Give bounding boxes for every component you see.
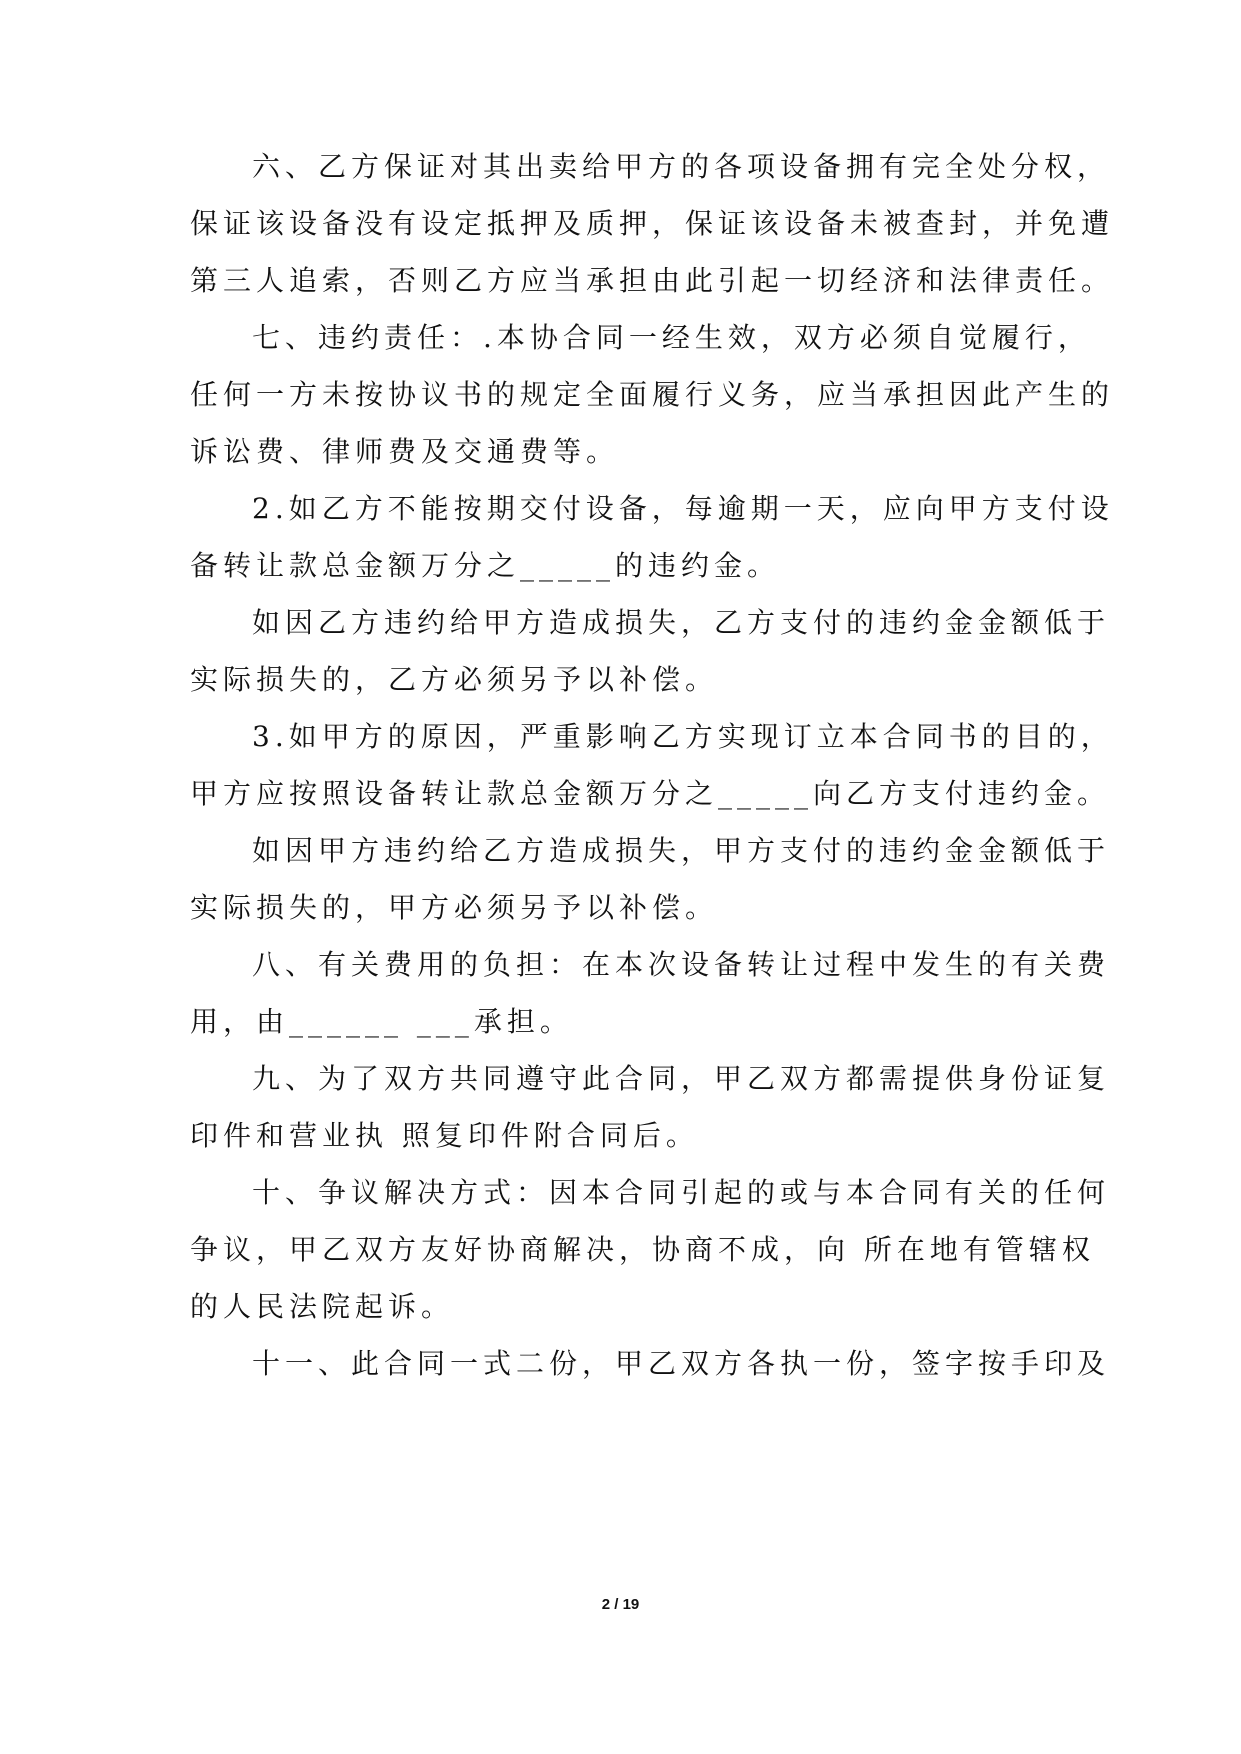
clause-2-note-line-1: 如因乙方违约给甲方造成损失，乙方支付的违约金金额低于 <box>252 606 1111 639</box>
paragraph-6-line-2: 保证该设备没有设定抵押及质押，保证该设备未被查封，并免遭 <box>190 207 1115 240</box>
paragraph-10-line-1: 十、争议解决方式：因本合同引起的或与本合同有关的任何 <box>252 1176 1111 1209</box>
paragraph-8-line-2: 用，由______ ___承担。 <box>190 1005 573 1038</box>
clause-3-line-1: 3.如甲方的原因，严重影响乙方实现订立本合同书的目的， <box>252 720 1114 753</box>
paragraph-7-line-2: 任何一方未按协议书的规定全面履行义务，应当承担因此产生的 <box>190 378 1115 411</box>
paragraph-11-line-1: 十一、此合同一式二份，甲乙双方各执一份，签字按手印及 <box>252 1347 1111 1380</box>
page-number: 2 / 19 <box>601 1596 640 1613</box>
clause-3-note-line-2: 实际损失的，甲方必须另予以补偿。 <box>190 891 719 924</box>
paragraph-10-line-3: 的人民法院起诉。 <box>190 1290 455 1323</box>
paragraph-7-line-3: 诉讼费、律师费及交通费等。 <box>190 435 620 468</box>
paragraph-10-line-2: 争议，甲乙双方友好协商解决，协商不成，向 所在地有管辖权 <box>190 1233 1095 1266</box>
clause-3-line-2: 甲方应按照设备转让款总金额万分之_____向乙方支付违约金。 <box>190 777 1111 810</box>
paragraph-8-line-1: 八、有关费用的负担：在本次设备转让过程中发生的有关费 <box>252 948 1111 981</box>
clause-2-line-1: 2.如乙方不能按期交付设备，每逾期一天，应向甲方支付设 <box>252 492 1114 525</box>
clause-2-note-line-2: 实际损失的，乙方必须另予以补偿。 <box>190 663 719 696</box>
clause-2-line-2: 备转让款总金额万分之_____的违约金。 <box>190 549 781 582</box>
paragraph-6-line-1: 六、乙方保证对其出卖给甲方的各项设备拥有完全处分权， <box>252 150 1111 183</box>
paragraph-6-line-3: 第三人追索，否则乙方应当承担由此引起一切经济和法律责任。 <box>190 264 1115 297</box>
paragraph-9-line-1: 九、为了双方共同遵守此合同，甲乙双方都需提供身份证复 <box>252 1062 1111 1095</box>
paragraph-7-line-1: 七、违约责任：.本协合同一经生效，双方必须自觉履行， <box>252 321 1091 354</box>
paragraph-9-line-2: 印件和营业执 照复印件附合同后。 <box>190 1119 699 1152</box>
clause-3-note-line-1: 如因甲方违约给乙方造成损失，甲方支付的违约金金额低于 <box>252 834 1111 867</box>
